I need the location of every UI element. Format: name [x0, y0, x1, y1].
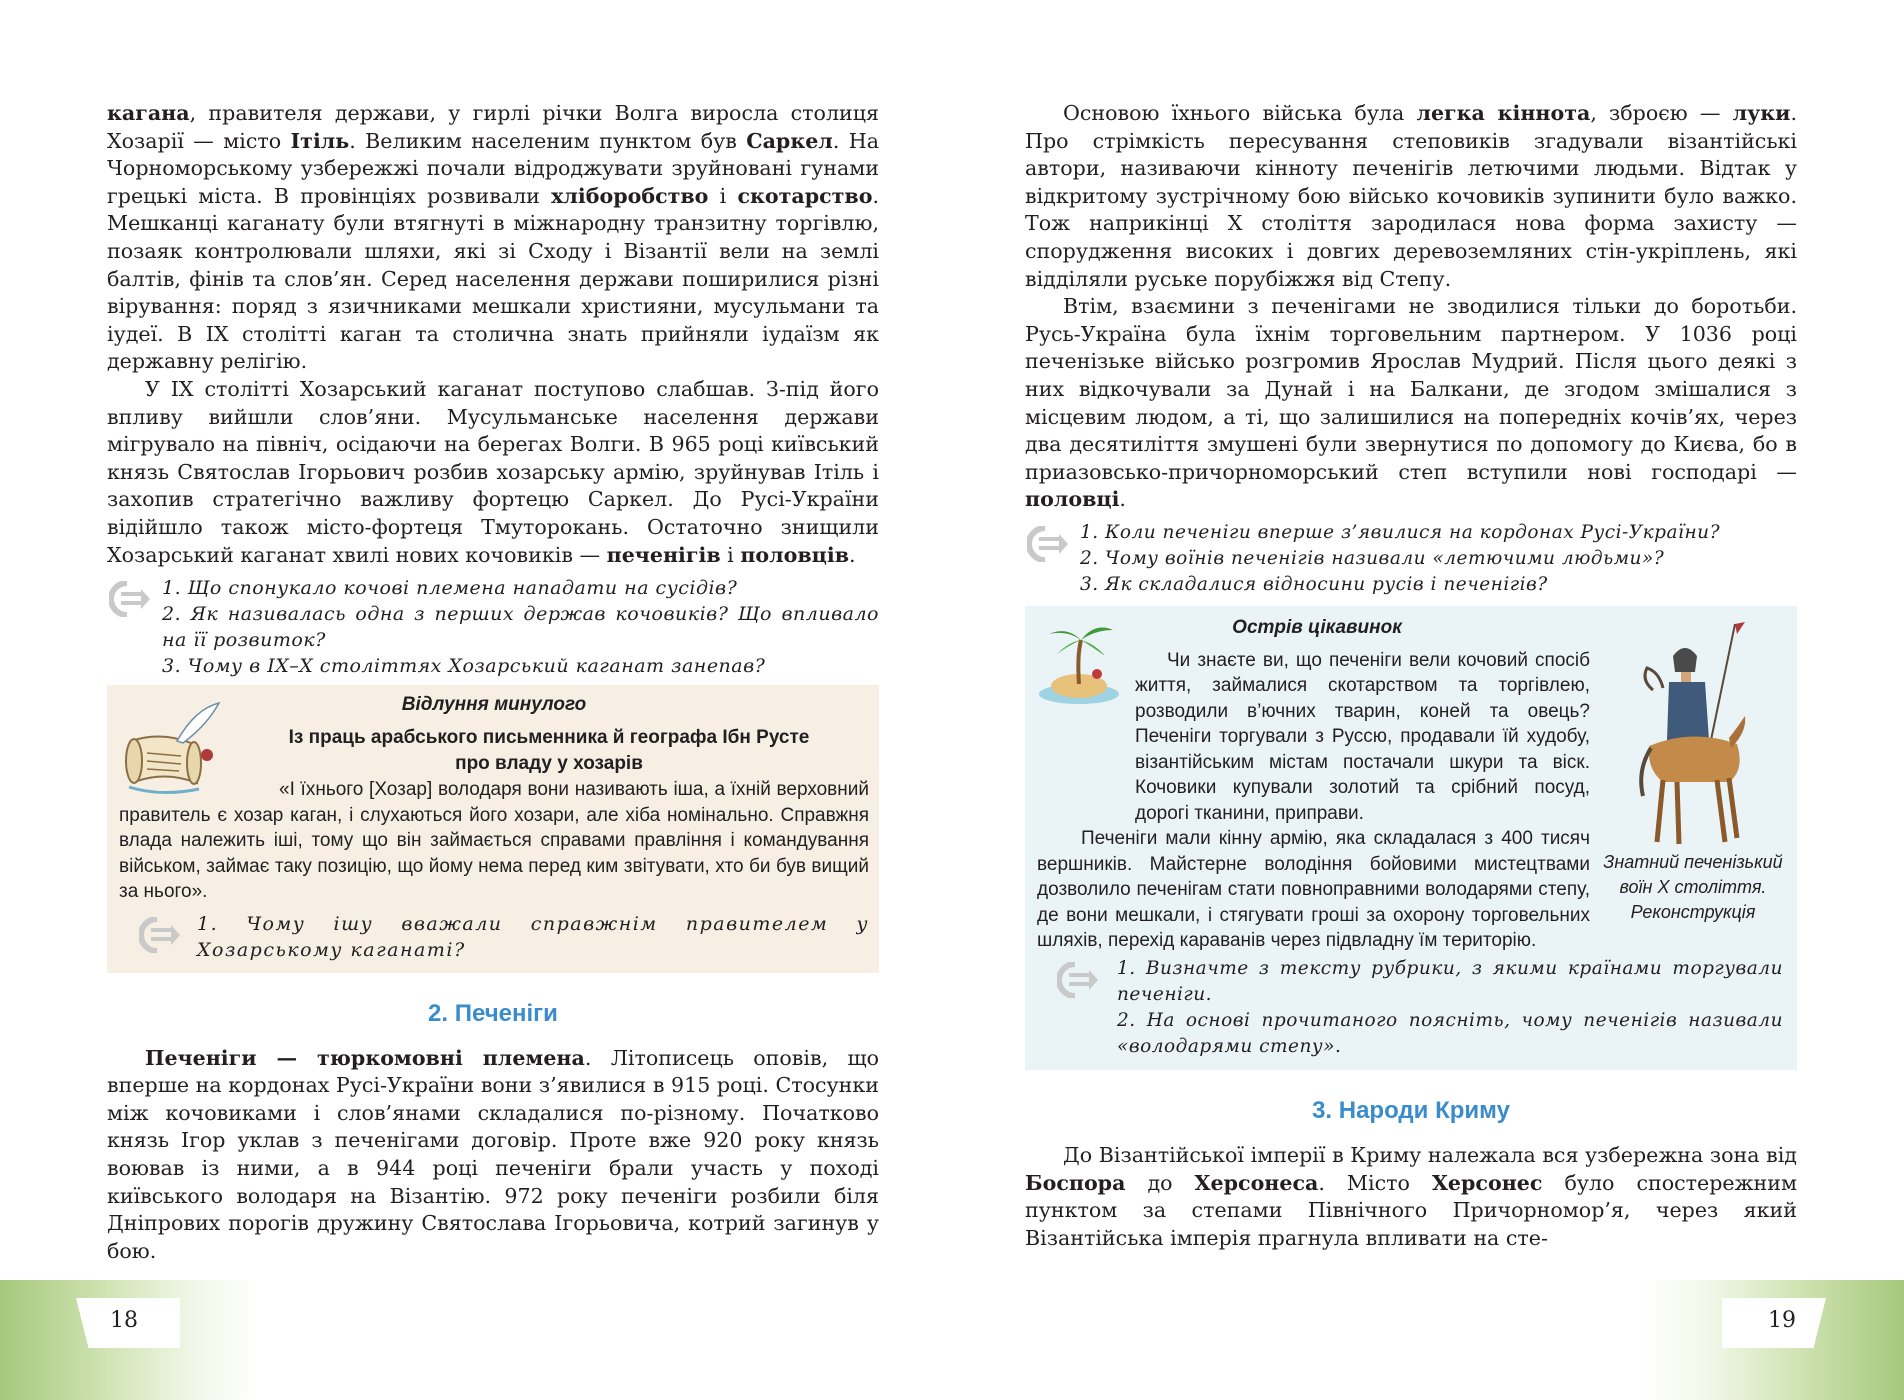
arrow-question-icon: [109, 581, 151, 617]
right-question-2: 2. Чому воїнів печенігів називали «летючими людьми»?: [1080, 547, 1665, 569]
island-text-2: Печеніги мали кінну армію, яка складалася з 400 тисяч вершників. Майстерне володіння бойовими мистецтвами дозволило печенігам стати повноправними володарями степу, де вони мешкали, і стягувати гроші за охорону торговельних шляхів, перехід караванів через підвладну їм територію.: [1037, 828, 1590, 952]
echo-box-subtitle: [119, 725, 869, 777]
right-questions-block: [1025, 520, 1797, 598]
left-question-1: 1. Що спонукало кочові племена нападати на сусідів?: [162, 577, 738, 600]
island-text-1: Чи знаєте ви, що печеніги вели кочовий спосіб життя, займалися скотарством та торгівлею, розводили в’ючних тварин, коней та овець? Печеніги торгували з Руссю, продавали їй худобу, візантійським містам постачали шкури та віск. Кочовики купували золотий та срібний посуд, дорогі тканини, приправи.: [1135, 649, 1590, 824]
left-paragraph-2: У IX столітті Хозарський каганат поступово слабшав. З-під його впливу вийшли слов’яни. Мусульманське населення держави мігрувало на північ, осідаючи на берегах Волги. В 965 році київський князь Святослав Ігорьович розбив хозарську армію, зруйнував Ітіль і захопив стратегічно важливу фортецю Саркел. До Русі-України відійшло також місто-фортеця Тмуторокань. Остаточно знищили Хозарський каганат хвилі нових кочовиків — печенігів і половців.: [107, 376, 879, 567]
island-box-title: Острів цікавинок: [1232, 616, 1402, 638]
right-paragraph-3: До Візантійської імперії в Криму належала вся узбережна зона від Боспора до Херсонеса. Місто Херсонес було спостережним пунктом за степами Північного Причорномор’я, через який Візантійська імперія прагнула впливати на сте-: [1025, 1142, 1798, 1250]
arrow-question-icon: [139, 917, 181, 953]
right-paragraph-1: Основою їхнього війська була легка кіннота, зброєю — луки. Про стрімкість пересування степовиків згадували візантійські автори, називаючи кінноту печенігів летючими людьми. Відтак у відкритому зустрічному бою військо кочовиків зупинити було важко. Тож наприкінці X століття зародилася нова форма захисту — спорудження високих і довгих деревоземляних стін-укріплень, які відділяли руське порубіжжя від Степу.: [1025, 101, 1797, 291]
left-paragraph-1: кагана, правителя держави, у гирлі річки Волга виросла столиця Хозарії — місто Ітіль. Великим населеним пунктом був Саркел. На Чорноморському узбережжі почали відроджувати зруйновані гунами грецькі міста. В провінціях розвивали хліборобство і скотарство. Мешканці каганату були втягнуті в міжнародну транзитну торгівлю, позаяк контролювали шляхи, які зі Сходу і Візантії вели на землі балтів, фінів та слов’ян. Серед населення держави поширилися різні вірування: поряд з язичниками мешкали християни, мусульмани та іудеї. В IX столітті каган та столична знать прийняли іудаїзм як державну релігію.: [107, 101, 879, 374]
echo-of-past-box: [107, 685, 879, 973]
left-question-3: 3. Чому в IX–X століттях Хозарський каганат занепав?: [162, 655, 766, 678]
left-page-column: [107, 100, 879, 1265]
right-page-number: 19: [1768, 1308, 1796, 1333]
right-page-column: [1025, 100, 1797, 1252]
curiosities-island-box: [1025, 606, 1797, 1070]
scroll-quill-illustration: [121, 701, 225, 801]
right-question-3: 3. Як складалися відносини русів і печенігів?: [1080, 573, 1548, 595]
island-questions-block: [1037, 956, 1783, 1060]
section-title-pechenigs: 2. Печеніги: [428, 999, 558, 1027]
left-question-2: 2. Як називалась одна з перших держав кочовиків? Що впливало на її розвиток?: [162, 603, 879, 652]
left-paragraph-3: Печеніги — тюркомовні племена. Літописець оповів, що вперше на кордонах Русі-України вони з’явилися в 915 році. Стосунки між кочовиками і слов’янами складалися по-різному. Початково князь Ігор уклав з печенігами договір. Проте вже 920 року князь воював із ними, а в 944 році печеніги брали участь у поході київського володаря на Візантію. 972 року печеніги розбили біля Дніпрових порогів дружину Святослава Ігорьовича, котрий загинув у бою.: [107, 1045, 880, 1263]
echo-subtitle-line-2: про владу у хозарів: [455, 753, 643, 775]
arrow-question-icon: [1027, 526, 1069, 562]
section-title-crimea-peoples: 3. Народи Криму: [1312, 1096, 1510, 1124]
palm-island-illustration: [1037, 616, 1123, 706]
right-question-1: 1. Коли печеніги вперше з’явилися на кордонах Русі-України?: [1080, 521, 1720, 543]
echo-question: 1. Чому ішу вважали справжнім правителем у Хозарському каганаті?: [197, 912, 869, 961]
echo-subtitle-line-1: Із праць арабського письменника й географа Ібн Русте: [288, 727, 810, 749]
arrow-question-icon: [1057, 962, 1099, 998]
island-question-1: 1. Визначте з тексту рубрики, з якими країнами торгували печеніги.: [1117, 957, 1783, 1005]
echo-quote-text: «І їхнього [Хозар] володаря вони називають іша, а їхній верховний правитель є хозар каган, і слухаються його хозари, але хіба номінально. Справжня влада належить іші, тому що він займається справами правління і командування військом, займає таку позицію, що йому нема перед ким звітувати, хто би був вищий за нього».: [119, 779, 869, 903]
warrior-caption: Знатний печенізький воїн X століття. Реконструкція: [1603, 851, 1783, 922]
left-questions-block: [107, 575, 879, 679]
echo-question-block: [125, 911, 869, 963]
pecheneg-warrior-illustration: [1633, 620, 1753, 850]
echo-box-title: Відлуння минулого: [401, 694, 587, 716]
warrior-figure-block: [1603, 616, 1783, 925]
left-page-number: 18: [110, 1308, 138, 1333]
right-paragraph-2: Втім, взаємини з печенігами не зводилися тільки до боротьби. Русь-Україна була їхнім торговельним партнером. У 1036 році печенізьке військо розгромив Ярослав Мудрий. Після цього деякі з них відкочували за Дунай і на Балкани, де згодом змішалися з місцевим людом, а ті, що залишилися на попередніх кочів’ях, через два десятиліття змушені були звернутися по допомогу до Києва, бо в приазовсько-причорноморський степ вступили нові господарі — половці.: [1025, 294, 1797, 512]
island-question-2: 2. На основі прочитаного поясніть, чому печенігів називали «володарями степу».: [1117, 1009, 1783, 1057]
